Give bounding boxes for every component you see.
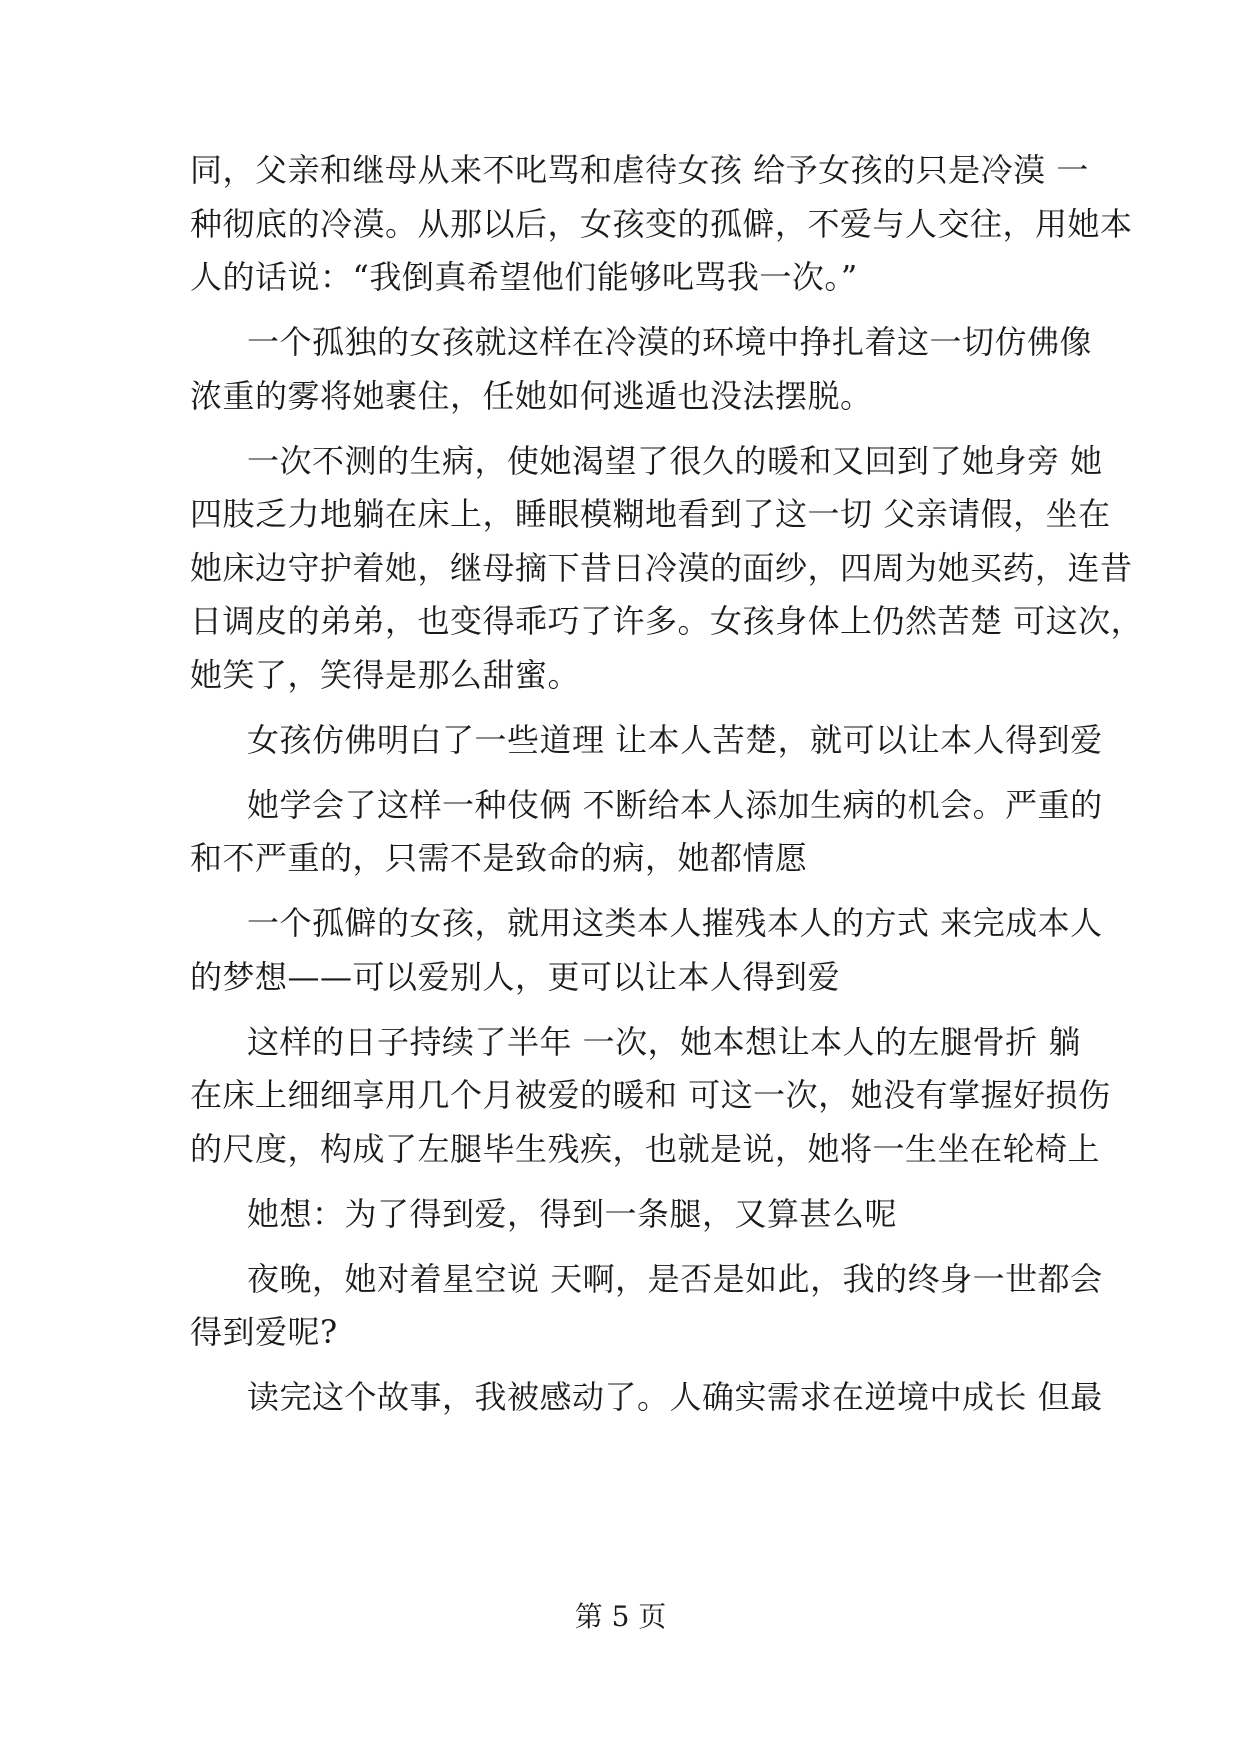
text-line: 的梦想——可以爱别人，更可以让本人得到爱: [190, 958, 841, 996]
text-line: 得到爱呢?: [190, 1313, 338, 1351]
page-number-footer: 第 5 页: [574, 1600, 667, 1633]
text-line: 人的话说：“我倒真希望他们能够叱骂我一次。”: [190, 258, 858, 296]
text-line: 日调皮的弟弟，也变得乖巧了许多。女孩身体上仍然苦楚 可这次，: [190, 602, 1144, 640]
text-line: 一次不测的生病，使她渴望了很久的暖和又回到了她身旁 她: [247, 442, 1103, 480]
text-line: 浓重的雾将她裹住，任她如何逃遁也没法摆脱。: [190, 377, 873, 415]
text-line: 她笑了，笑得是那么甜蜜。: [190, 656, 581, 694]
text-line: 她床边守护着她，继母摘下昔日冷漠的面纱，四周为她买药，连昔: [190, 549, 1133, 587]
text-line: 一个孤僻的女孩，就用这类本人摧残本人的方式 来完成本人: [247, 904, 1103, 942]
text-line: 她学会了这样一种伎俩 不断给本人添加生病的机会。严重的: [247, 786, 1103, 824]
text-line: 四肢乏力地躺在床上，睡眼模糊地看到了这一切 父亲请假，坐在: [190, 495, 1111, 533]
text-line: 这样的日子持续了半年 一次，她本想让本人的左腿骨折 躺: [247, 1023, 1081, 1061]
text-line: 同，父亲和继母从来不叱骂和虐待女孩 给予女孩的只是冷漠 一: [190, 151, 1089, 189]
text-line: 她想：为了得到爱，得到一条腿，又算甚么呢: [247, 1195, 898, 1233]
text-line: 种彻底的冷漠。从那以后，女孩变的孤僻，不爱与人交往，用她本: [190, 205, 1133, 243]
text-line: 在床上细细享用几个月被爱的暖和 可这一次，她没有掌握好损伤: [190, 1076, 1111, 1114]
text-line: 女孩仿佛明白了一些道理 让本人苦楚，就可以让本人得到爱: [247, 721, 1103, 759]
text-line: 一个孤独的女孩就这样在冷漠的环境中挣扎着这一切仿佛像: [247, 323, 1093, 361]
text-line: 的尺度，构成了左腿毕生残疾，也就是说，她将一生坐在轮椅上: [190, 1130, 1101, 1168]
text-line: 和不严重的，只需不是致命的病，她都情愿: [190, 839, 808, 877]
text-line: 夜晚，她对着星空说 天啊，是否是如此，我的终身一世都会: [247, 1260, 1103, 1298]
text-line: 读完这个故事，我被感动了。人确实需求在逆境中成长 但最: [247, 1378, 1103, 1416]
